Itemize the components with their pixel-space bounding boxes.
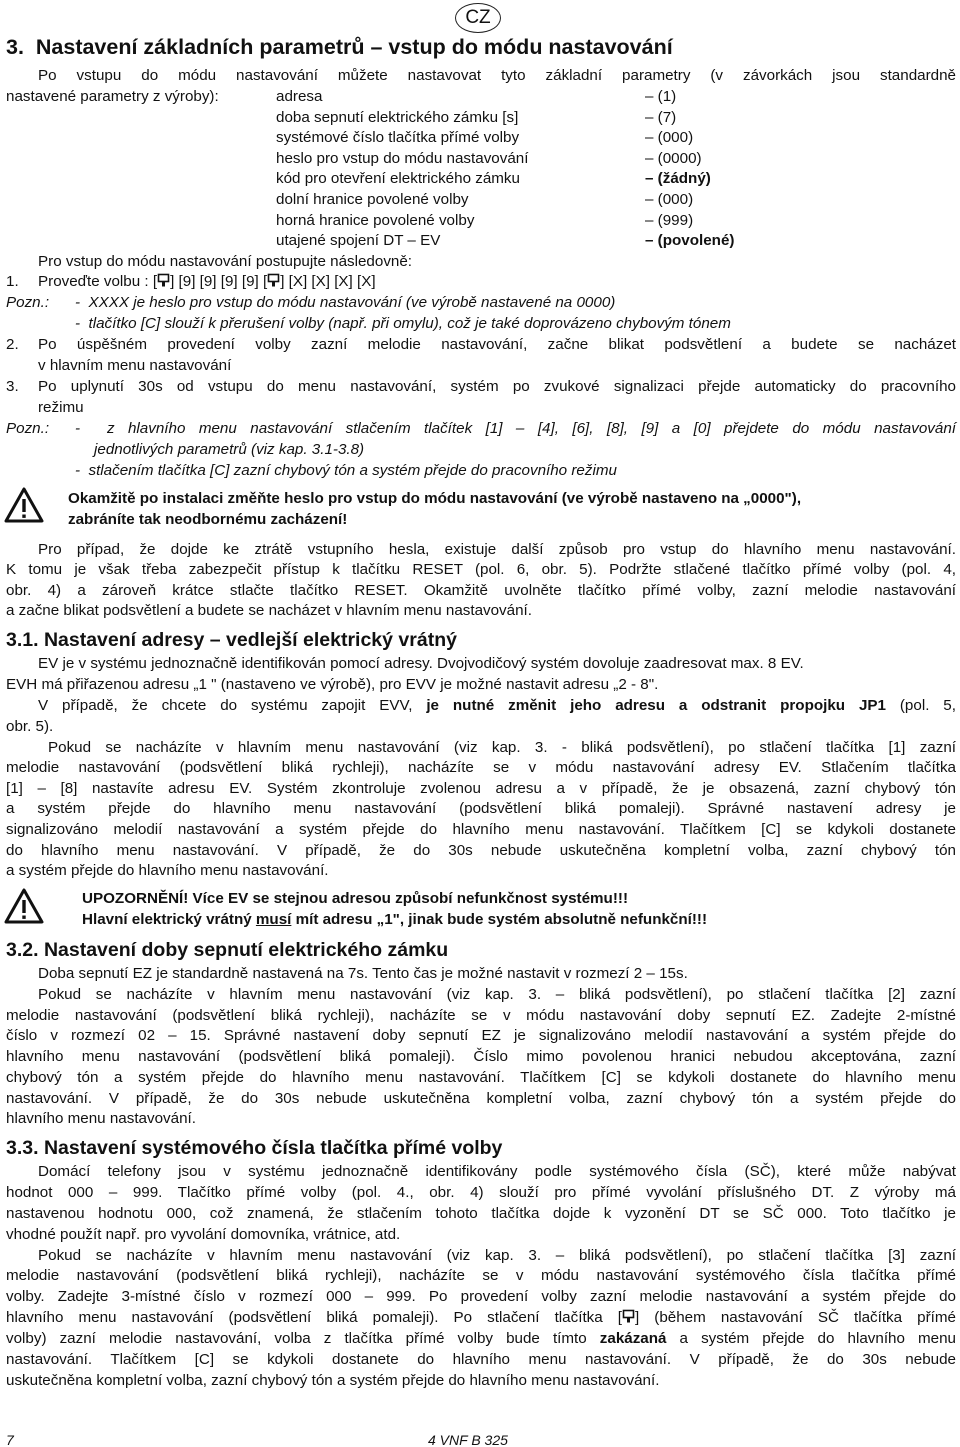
note-menu-keys-2: jednotlivých parametrů (viz kap. 3.1-3.8) xyxy=(94,441,365,458)
param-value-secret-call: – (povolené) xyxy=(645,232,735,249)
note-menu-keys: - z hlavního menu nastavování stlačením tlačítek [1] – [4], [6], [8], [9] a [0] přejdete do módu nastavování xyxy=(75,420,956,437)
step-3-line-2: režimu xyxy=(38,399,84,416)
s31-p3-line-1: Pokud se nacházíte v hlavním menu nastavování (viz kap. 3. - bliká podsvětlení), po stlačení tlačítka [1] zazní xyxy=(48,739,956,756)
step-2-number: 2. xyxy=(6,336,19,353)
s32-p2-line-3: číslo v rozmezí 02 – 15. Správné nastavení doby sepnutí EZ je signalizováno melodií nastavování a systém přejde do xyxy=(6,1027,956,1044)
s31-p3-line-3: [1] – [8] nastavíte adresu EV. Systém zkontroluje zvolenou adresu a v případě, že je obsazená, zazní chybový tón xyxy=(6,780,956,797)
s31-p2-part-c: (pol. 5, xyxy=(885,697,956,714)
step-1-text xyxy=(38,272,376,293)
s32-p1: Doba sepnutí EZ je standardně nastavená na 7s. Tento čas je možné nastavit v rozmezí 2 – 15s. xyxy=(38,965,688,982)
param-value-lock-time: – (7) xyxy=(645,109,677,126)
warning-main-unit-b: musí xyxy=(255,911,292,928)
s33-p2-line-3: volby. Zadejte 3-místné číslo v rozmezí 000 – 999. Po provedení volby zazní melodie nastavování a systém přejde do xyxy=(6,1288,956,1305)
warning-icon xyxy=(4,888,44,924)
note-cancel: - tlačítko [C] slouží k přerušení volby (např. při omylu), což je také doprovázeno chybovým tónem xyxy=(75,315,731,332)
s33-p2-line-5-bold: zakázaná xyxy=(599,1330,667,1347)
step-1-part-b: ] [9] [9] [9] [9] [ xyxy=(170,273,268,290)
reset-line-2: K tomu je však třeba zabezpečit přístup k tlačítku RESET (pol. 6, obr. 5). Podržte stlačené tlačítko přímé volby (pol. 4, xyxy=(6,561,956,578)
param-value-address: – (1) xyxy=(645,88,677,105)
note-password: - XXXX je heslo pro vstup do módu nastavování (ve výrobě nastavené na 0000) xyxy=(75,294,616,311)
s32-p2-line-2: melodie nastavování (podsvětlení bliká rychleji), nacházíte se v módu nastavování doby sepnutí EZ. Zadejte 2-místné xyxy=(6,1007,956,1024)
s33-p2-line-2: melodie nastavování (podsvětlení bliká rychleji), nacházíte se v módu nastavování systémového čísla tlačítka přímé xyxy=(6,1267,956,1284)
s31-p1-line-2: EVH má přiřazenou adresu „1 " (nastaveno ve výrobě), pro EVV je možné nastavit adresu „2 - 8". xyxy=(6,676,659,693)
note-label-2: Pozn.: xyxy=(6,420,50,437)
warning-address-line-1 xyxy=(82,889,628,910)
step-3-number: 3. xyxy=(6,378,19,395)
warning-main-unit-a: Hlavní elektrický vrátný xyxy=(82,911,256,928)
param-value-lock-code: – (žádný) xyxy=(645,170,711,187)
s33-p1-line-3: nastavenou hodnotu 000, což znamená, že stlačením tohoto tlačítka dojde k vyzonění DT se SČ 000. Toto tlačítko je xyxy=(6,1205,956,1222)
s31-p3-line-4: a systém přejde do hlavního menu nastavování (podsvětlení bliká pomaleji). Správné nastavení adresy je xyxy=(6,800,956,817)
key-icon xyxy=(622,1309,635,1324)
warning-password-line-1: Okamžitě po instalaci změňte heslo pro vstup do módu nastavování (ve výrobě nastaveno na „0000"), xyxy=(68,490,802,507)
param-value-upper-limit: – (999) xyxy=(645,212,694,229)
s33-p2-line-4-b: ] (během nastavování SČ tlačítka přímé xyxy=(635,1309,956,1326)
s32-p2-line-4: hlavního menu nastavování (podsvětlení bliká pomaleji). Číslo mimo povolenou hranici nebudou akceptována, zazní xyxy=(6,1048,956,1065)
step-1-part-c: ] [X] [X] [X] [X] xyxy=(280,273,376,290)
step-1-number: 1. xyxy=(6,273,19,290)
language-badge-label: CZ xyxy=(465,7,491,28)
section-3-heading: 3. Nastavení základních parametrů – vstup do módu nastavování xyxy=(6,35,673,59)
reset-line-4: a začne blikat podsvětlení a budete se nacházet v hlavním menu nastavování. xyxy=(6,602,532,619)
s32-p2-line-6: nastavování. V případě, že do 30s nebude uskutečněna kompletní volba, zazní chybový tón a systém přejde do xyxy=(6,1090,956,1107)
s33-p2-line-4-a: hlavního menu nastavování (podsvětlení bliká pomaleji). Po stlačení tlačítka [ xyxy=(6,1309,622,1326)
s33-p2-line-1: Pokud se nacházíte v hlavním menu nastavování (viz kap. 3. – bliká podsvětlení), po stlačení tlačítka [3] zazní xyxy=(38,1247,956,1264)
language-badge xyxy=(455,3,501,33)
section-3-2-heading: 3.2. Nastavení doby sepnutí elektrického zámku xyxy=(6,939,449,961)
s31-p3-line-7: a systém přejde do hlavního menu nastavování. xyxy=(6,862,329,879)
section-3-3-heading: 3.3. Nastavení systémového čísla tlačítka přímé volby xyxy=(6,1137,503,1159)
page-number: 7 xyxy=(6,1432,14,1447)
s31-p2-part-a: V případě, že chcete do systému zapojit EVV, xyxy=(38,697,427,714)
s33-p2-line-5 xyxy=(6,1329,956,1350)
s33-p2-line-4 xyxy=(6,1308,956,1329)
s32-p2-line-1: Pokud se nacházíte v hlavním menu nastavování (viz kap. 3. – bliká podsvětlení), po stlačení tlačítka [2] zazní xyxy=(38,986,956,1003)
s33-p2-line-7: uskutečněna kompletní volba, zazní chybový tón a systém přejde do hlavního menu nastavování. xyxy=(6,1372,660,1389)
param-value-direct-button: – (000) xyxy=(645,129,694,146)
param-name-direct-button: systémové číslo tlačítka přímé volby xyxy=(276,129,520,146)
s31-p3-line-6: do hlavního menu nastavování. V případě, že do 30s nebude uskutečněna kompletní volba, zazní chybový tón xyxy=(6,842,956,859)
document-code: 4 VNF B 325 xyxy=(428,1432,508,1447)
s33-p2-line-5-b: a systém přejde do hlavního menu xyxy=(666,1330,956,1347)
param-name-secret-call: utajené spojení DT – EV xyxy=(276,232,441,249)
param-value-lower-limit: – (000) xyxy=(645,191,694,208)
warning-main-unit-c: mít adresu „1", jinak bude systém absolutně nefunkční!!! xyxy=(291,911,708,928)
s31-p2-line-1 xyxy=(38,696,956,717)
reset-line-3: obr. 4) a zároveň krátce stlačte tlačítko RESET. Okamžitě uvolněte tlačítko přímé volby, zazní melodie nastavování xyxy=(6,582,956,599)
param-name-lock-code: kód pro otevření elektrického zámku xyxy=(276,170,520,187)
step-1-part-a: Proveďte volbu : [ xyxy=(38,273,158,290)
intro-line-1: Po vstupu do módu nastavování můžete nastavovat tyto základní parametry (v závorkách jsou standardně xyxy=(38,67,956,84)
s31-p2-part-b: je nutné změnit jeho adresu a odstranit propojku JP1 xyxy=(426,697,886,714)
note-label-1: Pozn.: xyxy=(6,294,50,311)
warning-icon xyxy=(4,487,44,523)
step-2-line-2: v hlavním menu nastavování xyxy=(38,357,232,374)
param-name-address: adresa xyxy=(276,88,323,105)
reset-line-1: Pro případ, že dojde ke ztrátě vstupního hesla, existuje další způsob pro vstup do hlavního menu nastavování. xyxy=(38,541,956,558)
param-name-password: heslo pro vstup do módu nastavování xyxy=(276,150,529,167)
s32-p2-line-7: hlavního menu nastavování. xyxy=(6,1110,196,1127)
s31-p2-line-2: obr. 5). xyxy=(6,718,54,735)
s31-p3-line-2: melodie nastavování (podsvětlení bliká rychleji), nacházíte se v módu nastavování adresy EV. Stlačením tlačítka xyxy=(6,759,956,776)
note-c-key: - stlačením tlačítka [C] zazní chybový tón a systém přejde do pracovního režimu xyxy=(75,462,617,479)
s33-p2-line-5-a: volby) zazní melodie nastavování, volba z tlačítka přímé volby bude tímto xyxy=(6,1330,600,1347)
s32-p2-line-5: chybový tón a systém přejde do hlavního menu nastavování. Tlačítkem [C] se kdykoli dostanete do hlavního menu xyxy=(6,1069,956,1086)
s31-p3-line-5: signalizováno melodií nastavování a systém přejde do hlavního menu nastavování. Tlačítkem [C] se kdykoli dostanete xyxy=(6,821,956,838)
s33-p1-line-4: vhodné použít např. pro vyvolání domovníka, vrátnice, atd. xyxy=(6,1226,401,1243)
warning-address-line-2 xyxy=(82,910,707,931)
param-name-lock-time: doba sepnutí elektrického zámku [s] xyxy=(276,109,519,126)
s33-p1-line-1: Domácí telefony jsou v systému jednoznačně identifikovány podle systémového čísla (SČ), které může nabývat xyxy=(38,1163,956,1180)
step-2-line-1: Po úspěšném provedení volby zazní melodie nastavování, začne blikat podsvětlení a budete se nacházet xyxy=(38,336,956,353)
steps-intro: Pro vstup do módu nastavování postupujte následovně: xyxy=(38,253,413,270)
s33-p1-line-2: hodnot 000 – 999. Tlačítko přímé volby (pol. 4., obr. 4) slouží pro přímé vyvolání příslušného DT. Z výroby má xyxy=(6,1184,956,1201)
intro-line-2: nastavené parametry z výroby): xyxy=(6,88,219,105)
param-name-lower-limit: dolní hranice povolené volby xyxy=(276,191,469,208)
warning-password-line-2: zabráníte tak neodbornému zacházení! xyxy=(68,511,348,528)
warning-address-text: ! Více EV se stejnou adresou způsobí nefunkčnost systému!!! xyxy=(183,890,629,907)
s33-p2-line-6: nastavování. Tlačítkem [C] se kdykoli dostanete do hlavního menu nastavování. V případě, že do 30s nebude xyxy=(6,1351,956,1368)
step-3-line-1: Po uplynutí 30s od vstupu do menu nastavování, systém po zvukové signalizaci přejde automaticky do pracovního xyxy=(38,378,956,395)
warning-address-caption: UPOZORNĚNÍ xyxy=(82,890,184,907)
param-value-password: – (0000) xyxy=(645,150,702,167)
s31-p1-line-1: EV je v systému jednoznačně identifikován pomocí adresy. Dvojvodičový systém dovoluje zaadresovat max. 8 EV. xyxy=(38,655,804,672)
param-name-upper-limit: horná hranice povolené volby xyxy=(276,212,475,229)
section-3-1-heading: 3.1. Nastavení adresy – vedlejší elektrický vrátný xyxy=(6,629,457,651)
key-icon xyxy=(157,273,170,288)
key-icon xyxy=(267,273,280,288)
